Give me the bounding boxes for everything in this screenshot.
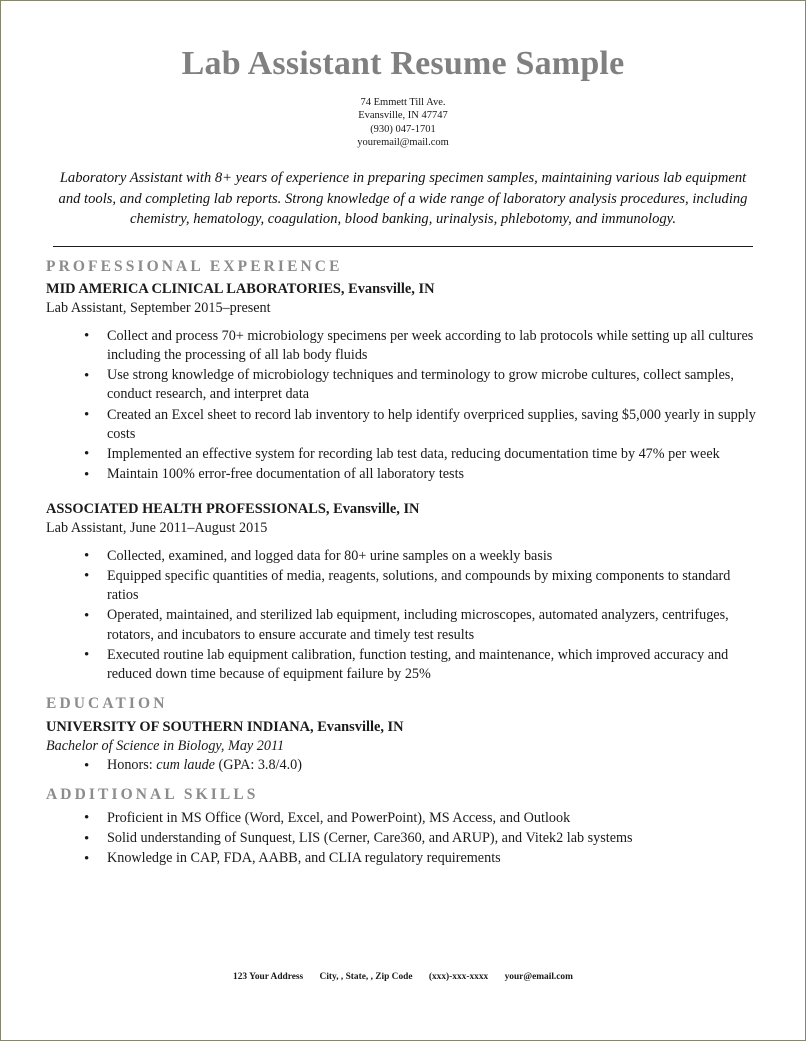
page-title: Lab Assistant Resume Sample [181,45,625,82]
education-degree: Bachelor of Science in Biology, May 2011 [46,737,285,754]
contact-city-state-zip: Evansville, IN 47747 [358,110,448,122]
contact-street: 74 Emmett Till Ave. [360,96,446,108]
list-item: • Created an Excel sheet to record lab inventory to help identify overpriced supplies, saving $5,000 yearly in supply costs [46,406,760,444]
footer-city-state-zip: City, , State, , Zip Code [319,972,413,982]
contact-phone: (930) 047-1701 [370,123,436,135]
list-item: • Implemented an effective system for recording lab test data, reducing documentation time by 47% per week [46,445,760,464]
experience-entry [46,280,760,484]
list-item: • Equipped specific quantities of media, reagents, solutions, and compounds by mixing components to standard ratios [46,567,760,605]
list-item: • Collect and process 70+ microbiology specimens per week according to lab protocols while setting up all cultures including the processing of all lab body fluids [46,327,760,365]
section-heading-education: EDUCATION [46,695,168,713]
education-institution: UNIVERSITY OF SOUTHERN INDIANA, Evansville, IN [46,718,404,735]
experience-organization: ASSOCIATED HEALTH PROFESSIONALS, Evansville, IN [46,501,420,518]
page-footer [1,972,805,982]
section-heading-skills: ADDITIONAL SKILLS [46,786,259,804]
experience-role: Lab Assistant, June 2011–August 2015 [46,520,268,537]
section-heading-experience: PROFESSIONAL EXPERIENCE [46,257,343,275]
contact-block [46,96,760,150]
list-item: • Operated, maintained, and sterilized lab equipment, including microscopes, automated analyzers, centrifuges, rotators, and incubators to ensure accurate and timely test results [46,606,760,644]
education-honors-latin: cum laude [156,757,215,774]
education-honors-gpa: (GPA: 3.8/4.0) [214,757,302,774]
list-item [46,756,760,775]
list-item: • Knowledge in CAP, FDA, AABB, and CLIA regulatory requirements [46,849,760,868]
footer-phone: (xxx)-xxx-xxxx [428,972,489,982]
list-item: • Maintain 100% error-free documentation of all laboratory tests [46,465,760,484]
list-item: • Collected, examined, and logged data for 80+ urine samples on a weekly basis [46,547,760,566]
education-honors-prefix: Honors: [107,757,157,774]
section-education [46,695,760,775]
list-item: • Proficient in MS Office (Word, Excel, and PowerPoint), MS Access, and Outlook [46,809,760,828]
section-professional-experience [46,258,760,684]
skills-bullet-list [46,809,760,869]
resume-content [1,1,805,1040]
section-additional-skills [46,786,760,868]
experience-organization: MID AMERICA CLINICAL LABORATORIES, Evansville, IN [46,281,435,298]
experience-entry [46,500,760,684]
header-divider [53,246,753,247]
professional-summary: Laboratory Assistant with 8+ years of experience in preparing specimen samples, maintaining various lab equipment and tools, and completing lab reports. Strong knowledge of a wide range of laboratory analysis procedures, including chemistry, hematology, coagulation, blood banking, urinalysis, phlebotomy, and immunology. [58,170,748,227]
experience-bullet-list [46,547,760,685]
education-bullet-list [46,756,760,775]
list-item: • Solid understanding of Sunquest, LIS (Cerner, Care360, and ARUP), and Vitek2 lab systems [46,829,760,848]
footer-address: 123 Your Address [233,972,304,982]
list-item: • Use strong knowledge of microbiology techniques and terminology to grow microbe cultures, collect samples, conduct research, and interpret data [46,366,760,404]
experience-role: Lab Assistant, September 2015–present [46,300,271,317]
experience-bullet-list [46,327,760,485]
footer-email: your@email.com [504,972,573,982]
contact-email: youremail@mail.com [357,137,449,148]
list-item: • Executed routine lab equipment calibration, function testing, and maintenance, which improved accuracy and reduced down time because of equipment failure by 25% [46,646,760,684]
